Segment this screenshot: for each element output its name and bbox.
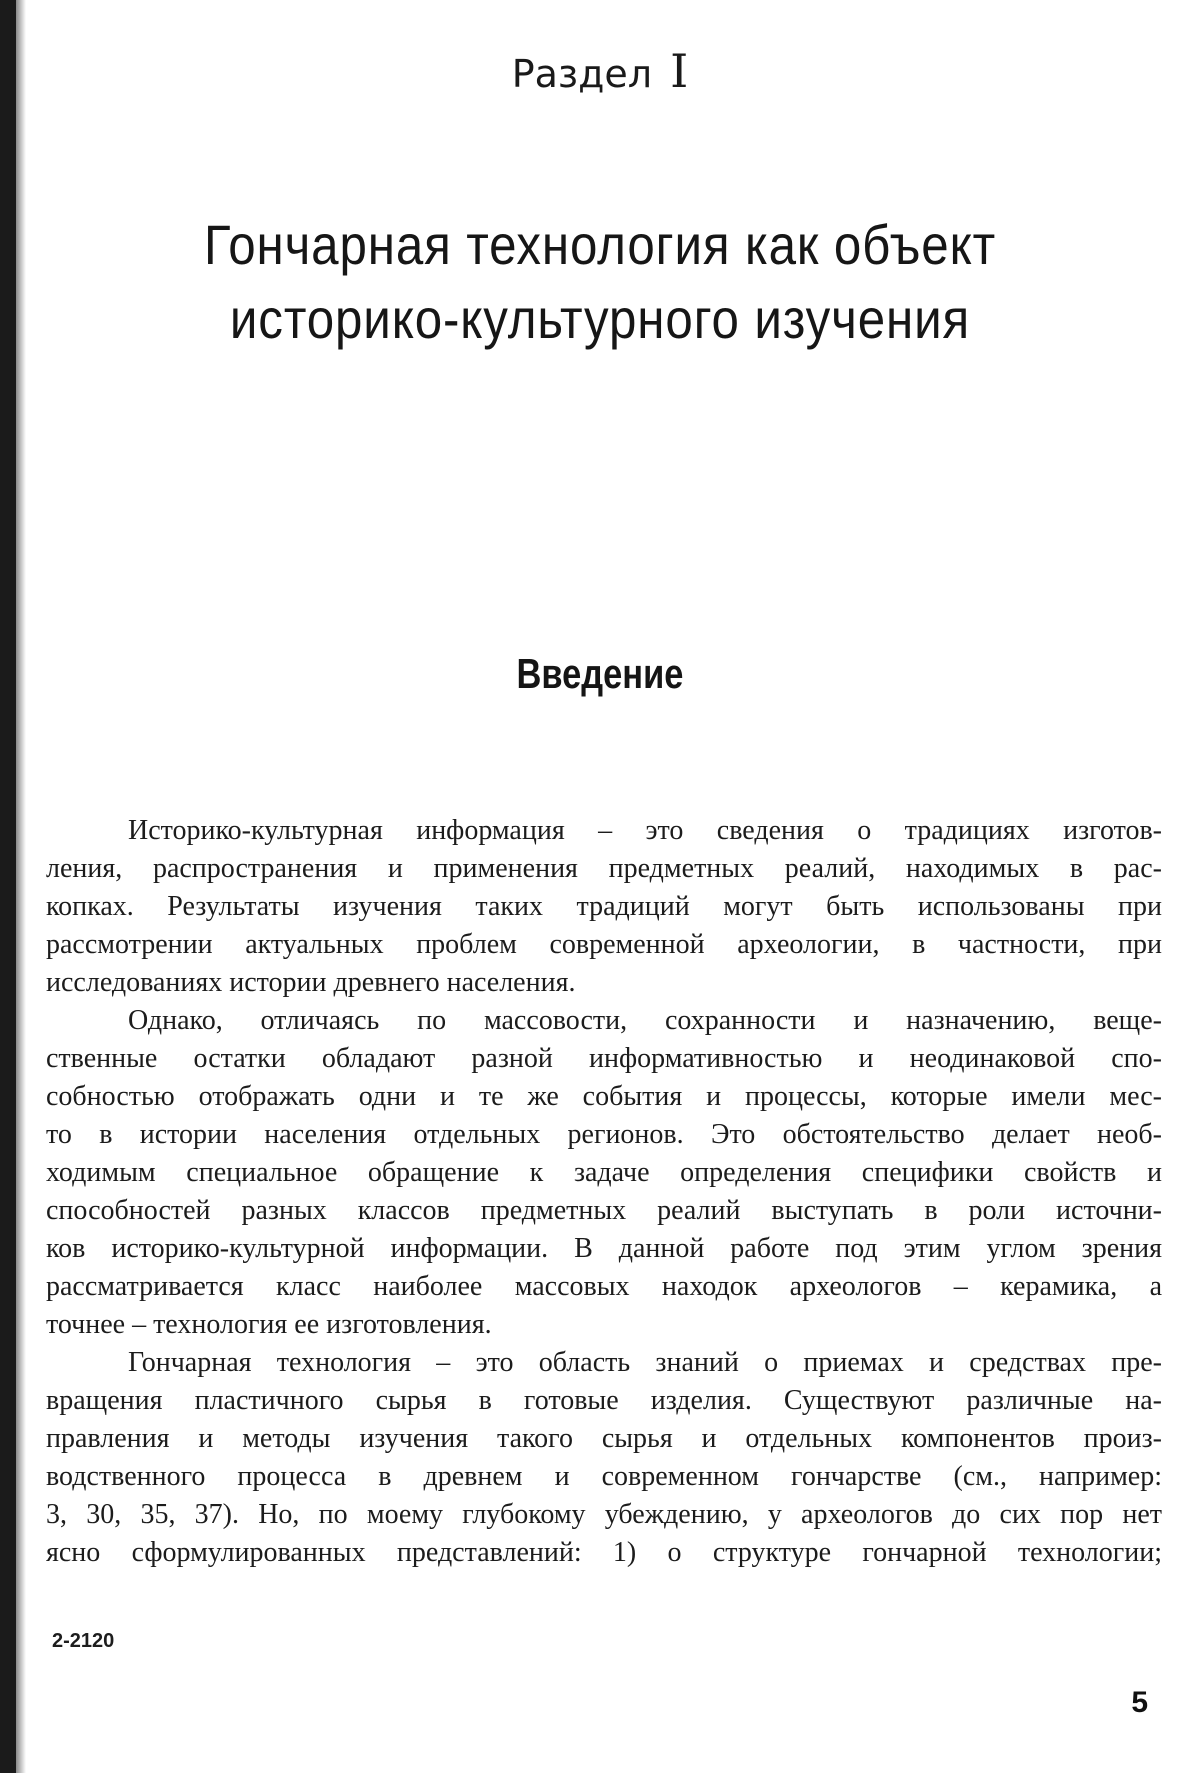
text-line: вращения пластичного сырья в готовые изделия. Существуют различные на- xyxy=(46,1385,1162,1416)
printer-signature-mark: 2-2120 xyxy=(52,1630,115,1652)
section-numeral: I xyxy=(670,44,689,98)
paragraph-2 xyxy=(46,1002,1162,1344)
text-line: Гончарная технология – это область знаний о приемах и средствах пре- xyxy=(128,1347,1162,1378)
text-line: Однако, отличаясь по массовости, сохранности и назначению, веще- xyxy=(128,1005,1162,1036)
paragraph-3 xyxy=(46,1344,1162,1572)
introduction-heading: Введение xyxy=(516,650,684,697)
section-word: Раздел xyxy=(511,52,653,96)
text-line: рассматривается класс наиболее массовых находок археологов – керамика, а xyxy=(46,1271,1162,1302)
page-binding-edge xyxy=(0,0,16,1773)
text-line: ков историко-культурной информации. В данной работе под этим углом зрения xyxy=(46,1233,1162,1264)
text-line: собностью отображать одни и те же события и процессы, которые имели мес- xyxy=(46,1081,1162,1112)
text-line: ления, распространения и применения предметных реалий, находимых в рас- xyxy=(46,853,1162,884)
text-line: точнее – технология ее изготовления. xyxy=(46,1309,492,1340)
text-line: Историко-культурная информация – это сведения о традициях изготов- xyxy=(128,815,1162,846)
section-heading xyxy=(0,44,1200,98)
page-number: 5 xyxy=(1131,1686,1148,1719)
text-line: способностей разных классов предметных реалий выступать в роли источни- xyxy=(46,1195,1162,1226)
paragraph-1 xyxy=(46,812,1162,1002)
text-line: рассмотрении актуальных проблем современной археологии, в частности, при xyxy=(46,929,1162,960)
body-text xyxy=(46,812,1162,1572)
text-line: 3, 30, 35, 37). Но, по моему глубокому убеждению, у археологов до сих пор нет xyxy=(46,1499,1162,1530)
text-line: исследованиях истории древнего населения. xyxy=(46,967,576,998)
text-line: ходимым специальное обращение к задаче определения специфики свойств и xyxy=(46,1157,1162,1188)
chapter-title xyxy=(72,208,1128,356)
text-line: правления и методы изучения такого сырья и отдельных компонентов произ- xyxy=(46,1423,1162,1454)
text-line: водственного процесса в древнем и современном гончарстве (см., например: xyxy=(46,1461,1162,1492)
text-line: копках. Результаты изучения таких традиций могут быть использованы при xyxy=(46,891,1162,922)
text-line: то в истории населения отдельных регионов. Это обстоятельство делает необ- xyxy=(46,1119,1162,1150)
chapter-title-line-1: Гончарная технология как объект xyxy=(203,213,997,276)
page-binding-shadow xyxy=(16,0,26,1773)
text-line: ственные остатки обладают разной информативностью и неодинаковой спо- xyxy=(46,1043,1162,1074)
text-line: ясно сформулированных представлений: 1) о структуре гончарной технологии; xyxy=(46,1537,1162,1568)
chapter-title-line-2: историко-культурного изучения xyxy=(229,287,971,350)
